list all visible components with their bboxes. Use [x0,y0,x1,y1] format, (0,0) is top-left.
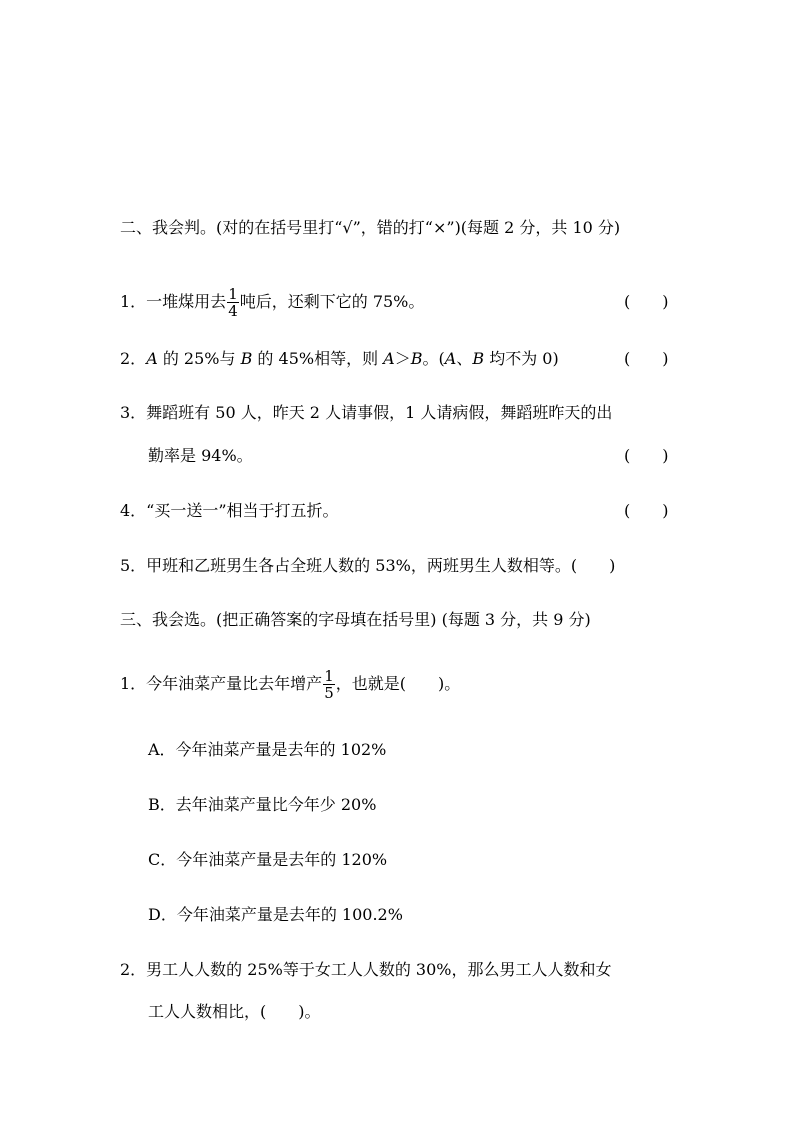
option-c: C．今年油菜产量是去年的 120% [148,850,388,869]
question-2-1 [120,284,424,320]
question-2-5: 5．甲班和乙班男生各占全班人数的 53%，两班男生人数相等。( ) [120,556,616,575]
question-2-3-line-2: 勤率是 94%。 [148,446,253,465]
question-2-2 [120,349,559,369]
question-3-2-line-1: 2．男工人人数的 25%等于女工人人数的 30%，那么男工人人数和女 [120,960,612,979]
question-text: 。( [422,349,445,368]
answer-parentheses[interactable]: ( ) [624,501,669,520]
fraction-denominator: 5 [324,684,334,702]
question-3-2-line-2: 工人人数相比，( )。 [148,1002,321,1021]
question-text: 1．今年油菜产量比去年增产 [120,674,323,693]
option-b: B．去年油菜产量比今年少 20% [148,795,377,814]
fraction [323,668,335,701]
section-2-heading: 二、我会判。(对的在括号里打“√”，错的打“×”)(每题 2 分，共 10 分) [120,218,621,237]
question-number: 2． [120,349,147,368]
answer-parentheses[interactable]: ( ) [624,446,669,465]
answer-parentheses[interactable]: ( ) [624,349,669,368]
fraction-numerator: 1 [324,667,334,685]
option-a: A．今年油菜产量是去年的 102% [148,740,387,759]
fraction-denominator: 4 [228,302,238,320]
question-text: 的 45%相等，则 [252,349,384,368]
question-2-3-line-1: 3．舞蹈班有 50 人，昨天 2 人请事假，1 人请病假，舞蹈班昨天的出 [120,403,613,422]
question-text: 1．一堆煤用去 [120,292,227,311]
variable-a: A [383,349,395,368]
fraction-numerator: 1 [228,285,238,303]
variable-b: B [472,349,485,368]
answer-parentheses[interactable]: ( ) [624,292,669,311]
greater-than-sign: ＞ [394,349,411,368]
question-text: ，也就是( )。 [335,674,461,693]
question-3-1 [120,666,460,702]
variable-b: B [410,349,423,368]
question-2-4: 4．“买一送一”相当于打五折。 [120,501,339,520]
variable-b: B [240,349,253,368]
section-3-heading: 三、我会选。(把正确答案的字母填在括号里) (每题 3 分，共 9 分) [120,610,591,629]
question-text: 吨后，还剩下它的 75%。 [239,292,425,311]
fraction [227,286,239,319]
question-text: 均不为 0) [484,349,559,368]
variable-a: A [146,349,158,368]
option-d: D．今年油菜产量是去年的 100.2% [148,905,403,924]
question-text: 的 25%与 [157,349,241,368]
question-text: 、 [456,349,473,368]
variable-a: A [444,349,457,368]
